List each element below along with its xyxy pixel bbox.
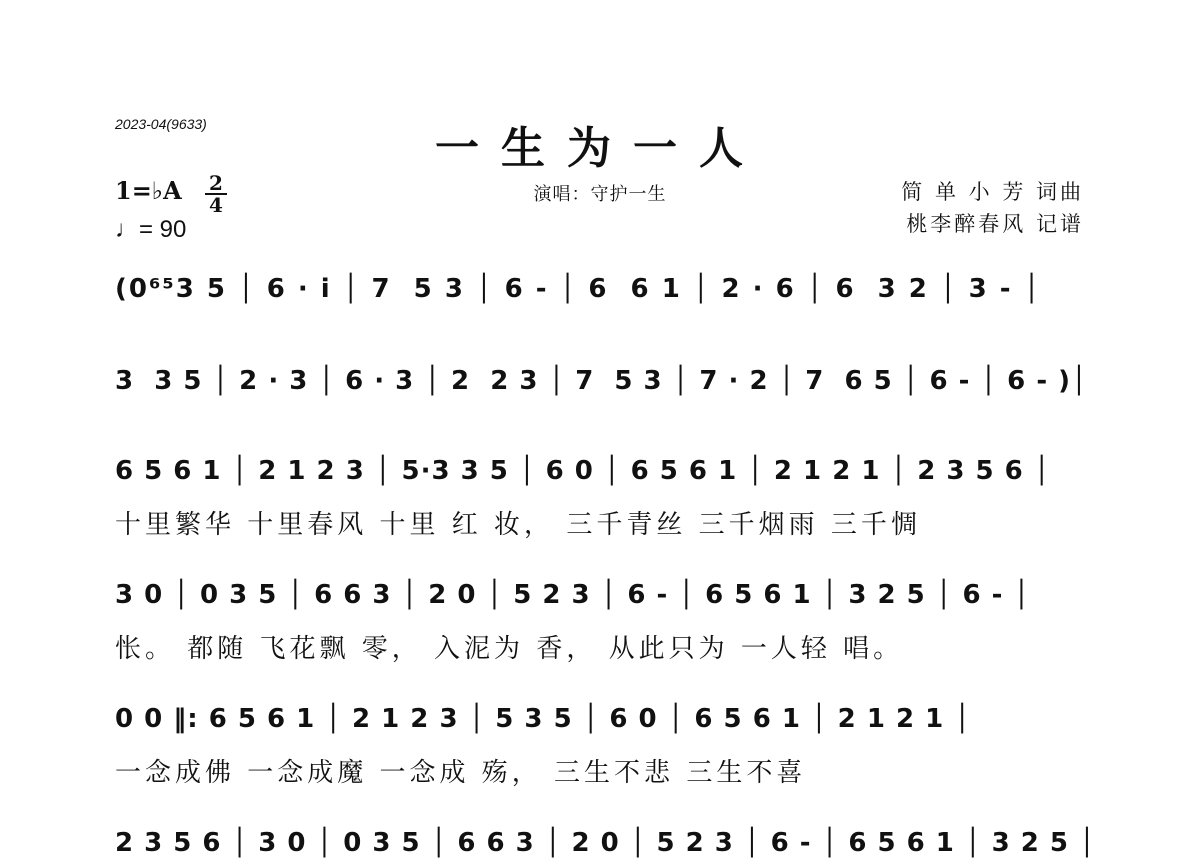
lyrics-line: 怅。 都随 飞花飘 零， 入泥为 香， 从此只为 一人轻 唱。 xyxy=(115,634,904,664)
staff-row-2 xyxy=(115,366,1087,406)
staff-row-1 xyxy=(115,274,1087,314)
lyrics-line: 十里繁华 十里春风 十里 红 妆， 三千青丝 三千烟雨 三千惆 xyxy=(115,510,921,540)
notes-line: 0 0 ‖: 6 5 6 1 │ 2 1 2 3 │ 5 3 5 │ 6 0 │ 6 5 6 1 │ 2 1 2 1 │ xyxy=(115,704,971,734)
time-signature-top: 2 xyxy=(209,171,223,195)
score-code: 2023-04(9633) xyxy=(115,116,207,132)
notation-credit: 桃李醉春风 记谱 xyxy=(906,212,1084,236)
staff-row-6 xyxy=(115,828,1096,868)
tempo-marking: ♩= 90 xyxy=(115,216,187,243)
notes-line: 3 3 5 │ 2 · 3 │ 6 · 3 │ 2 2 3 │ 7 5 3 │ 7 · 2 │ 7 6 5 │ 6 - │ 6 - )│ xyxy=(115,366,1088,396)
composer-credit: 简 单 小 芳 词曲 xyxy=(901,180,1084,204)
notes-line: 6 5 6 1 │ 2 1 2 3 │ 5·3 3 5 │ 6 0 │ 6 5 6 1 │ 2 1 2 1 │ 2 3 5 6 │ xyxy=(115,456,1051,486)
lyrics-line: 一念成佛 一念成魔 一念成 殇， 三生不悲 三生不喜 xyxy=(115,758,807,788)
staff-row-3 xyxy=(115,456,1087,541)
notes-line: 3 0 │ 0 3 5 │ 6 6 3 │ 2 0 │ 5 2 3 │ 6 - │ 6 5 6 1 │ 3 2 5 │ 6 - │ xyxy=(115,580,1031,610)
staff-row-5 xyxy=(115,704,1087,789)
notes-line: (0⁶⁵3 5 │ 6 · i │ 7 5 3 │ 6 - │ 6 6 1 │ 2 · 6 │ 6 3 2 │ 3 - │ xyxy=(115,274,1042,304)
key-signature: 1=♭A xyxy=(115,176,182,205)
staff-row-4 xyxy=(115,580,1087,665)
time-signature xyxy=(205,171,227,217)
page-title: 一生为一人 xyxy=(435,123,765,174)
singer-credit: 演唱：守护一生 xyxy=(533,184,667,205)
notes-line: 2 3 5 6 │ 3 0 │ 0 3 5 │ 6 6 3 │ 2 0 │ 5 2 3 │ 6 - │ 6 5 6 1 │ 3 2 5 │ xyxy=(115,828,1096,858)
time-signature-bottom: 4 xyxy=(209,193,223,217)
